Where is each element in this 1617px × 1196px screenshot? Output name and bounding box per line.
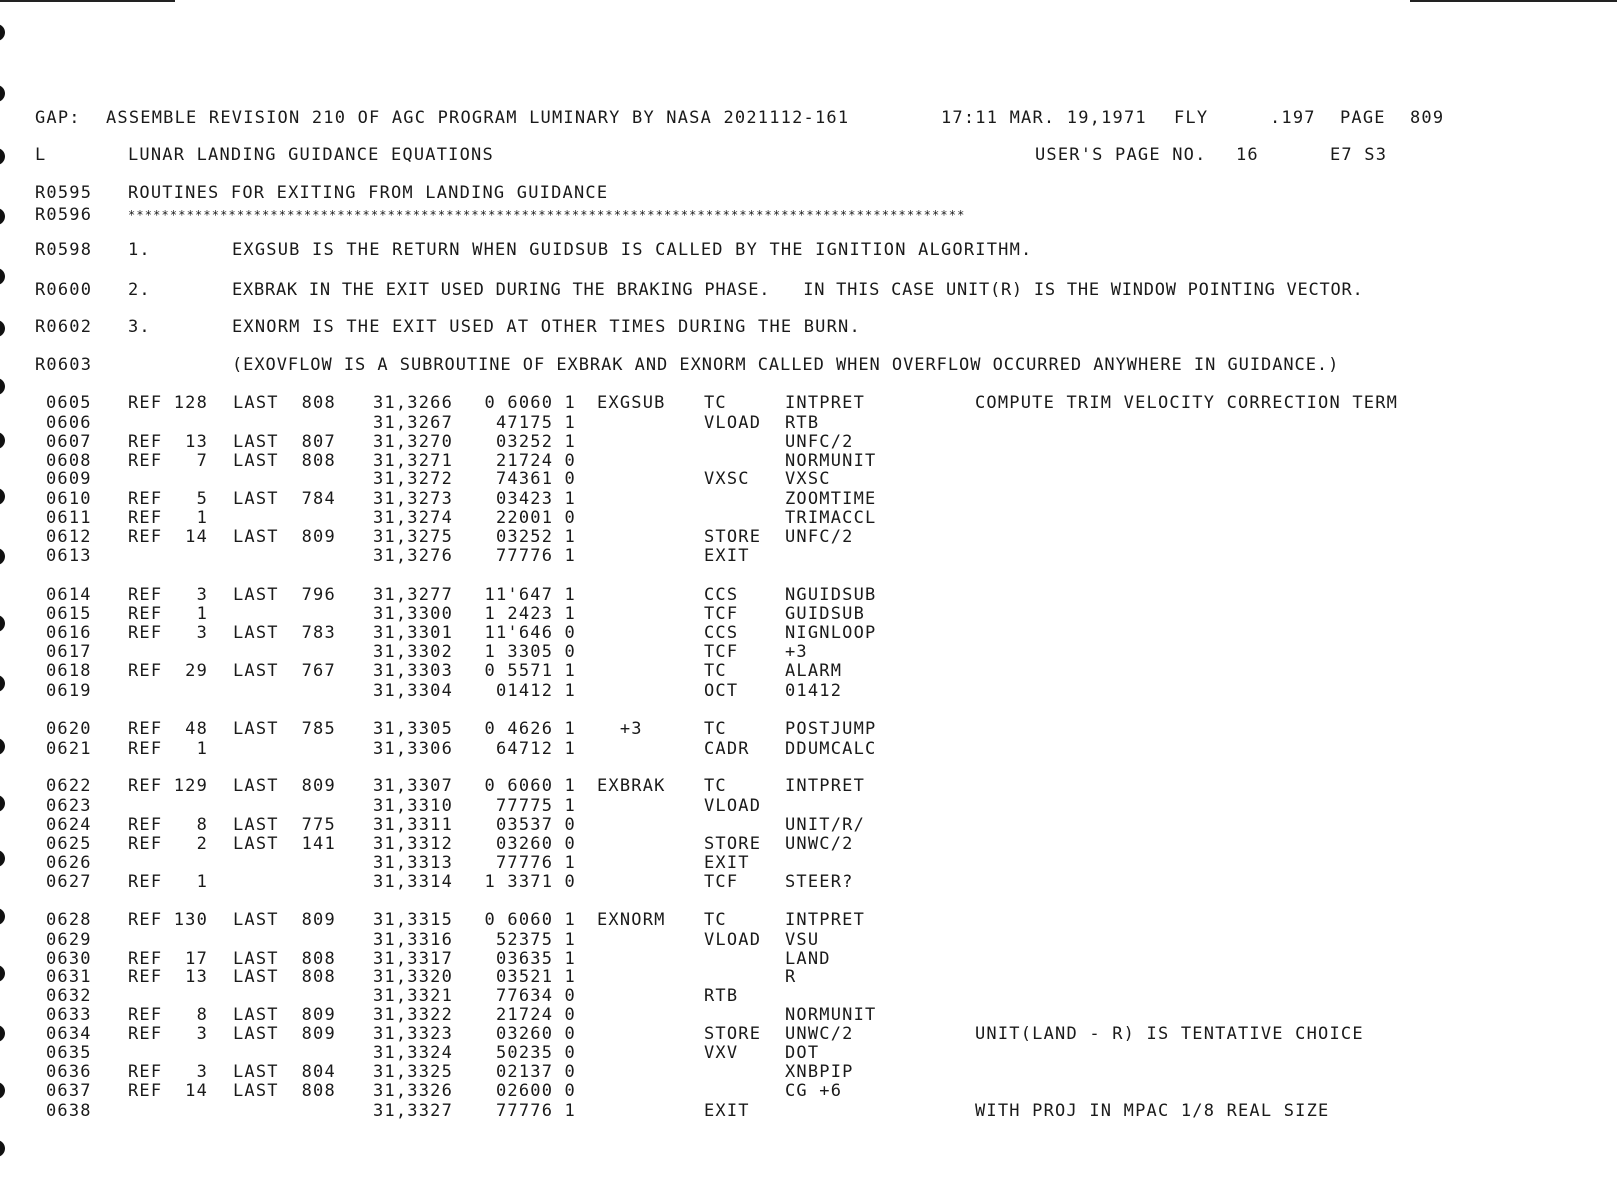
memory-address: 31,3272 [373, 469, 454, 489]
symbol-label: EXNORM [597, 910, 666, 930]
line-number: 0636 [46, 1062, 92, 1082]
remark-id: R0596 [35, 205, 93, 225]
opcode: VLOAD [704, 796, 762, 816]
last-page-ref: LAST 804 [233, 1062, 336, 1082]
ref-count: REF 1 [128, 739, 209, 759]
octal-word: 02600 0 [495, 1081, 576, 1101]
opcode: CADR [704, 739, 750, 759]
last-page-ref: LAST 808 [233, 1081, 336, 1101]
memory-address: 31,3267 [373, 413, 454, 433]
memory-address: 31,3324 [373, 1043, 454, 1063]
ref-count: REF 14 [128, 527, 209, 547]
symbol-label: EXBRAK [597, 776, 666, 796]
remark-number: 1. [128, 240, 151, 260]
memory-address: 31,3274 [373, 508, 454, 528]
header-section-code: E7 S3 [1330, 145, 1388, 165]
line-number: 0608 [46, 451, 92, 471]
line-number: 0620 [46, 719, 92, 739]
memory-address: 31,3271 [373, 451, 454, 471]
octal-word: 03260 0 [495, 834, 576, 854]
operand: LAND [785, 949, 831, 969]
memory-address: 31,3316 [373, 930, 454, 950]
octal-word: 77776 1 [495, 853, 576, 873]
operand: +3 [785, 642, 808, 662]
operand: UNWC/2 [785, 834, 854, 854]
octal-word: 03260 0 [495, 1024, 576, 1044]
octal-word: 1 2423 1 [484, 604, 576, 624]
remark-id: R0600 [35, 280, 93, 300]
memory-address: 31,3300 [373, 604, 454, 624]
last-page-ref: LAST 808 [233, 967, 336, 987]
octal-word: 64712 1 [495, 739, 576, 759]
octal-word: 0 6060 1 [484, 776, 576, 796]
memory-address: 31,3276 [373, 546, 454, 566]
symbol-label: +3 [597, 719, 643, 739]
line-number: 0629 [46, 930, 92, 950]
ref-count: REF 17 [128, 949, 209, 969]
last-page-ref: LAST 783 [233, 623, 336, 643]
remark-asterisk-rule: **************************************************************************************************** [128, 208, 966, 222]
line-number: 0637 [46, 1081, 92, 1101]
opcode: STORE [704, 834, 762, 854]
last-page-ref: LAST 809 [233, 776, 336, 796]
memory-address: 31,3302 [373, 642, 454, 662]
octal-word: 1 3371 0 [484, 872, 576, 892]
operand: TRIMACCL [785, 508, 877, 528]
line-number: 0621 [46, 739, 92, 759]
memory-address: 31,3327 [373, 1101, 454, 1121]
operand: NGUIDSUB [785, 585, 877, 605]
ref-count: REF 29 [128, 661, 209, 681]
operand: UNFC/2 [785, 527, 854, 547]
octal-word: 0 6060 1 [484, 910, 576, 930]
operand: INTPRET [785, 910, 866, 930]
operand: R [785, 967, 797, 987]
line-number: 0622 [46, 776, 92, 796]
octal-word: 02137 0 [495, 1062, 576, 1082]
operand: XNBPIP [785, 1062, 854, 1082]
opcode: VLOAD [704, 930, 762, 950]
memory-address: 31,3305 [373, 719, 454, 739]
memory-address: 31,3320 [373, 967, 454, 987]
opcode: TC [704, 719, 727, 739]
last-page-ref: LAST 784 [233, 489, 336, 509]
remark-text: EXBRAK IN THE EXIT USED DURING THE BRAKING PHASE. IN THIS CASE UNIT(R) IS THE WINDOW POINTING VECTOR. [232, 280, 1364, 300]
symbol-label: EXGSUB [597, 393, 666, 413]
octal-word: 03635 1 [495, 949, 576, 969]
line-number: 0615 [46, 604, 92, 624]
octal-word: 03252 1 [495, 527, 576, 547]
last-page-ref: LAST 809 [233, 910, 336, 930]
memory-address: 31,3270 [373, 432, 454, 452]
remark-text: (EXOVFLOW IS A SUBROUTINE OF EXBRAK AND EXNORM CALLED WHEN OVERFLOW OCCURRED ANYWHERE IN GUIDANCE.) [232, 355, 1340, 375]
header-page-label: PAGE [1340, 108, 1386, 128]
octal-word: 0 5571 1 [484, 661, 576, 681]
last-page-ref: LAST 141 [233, 834, 336, 854]
top-edge-rule-left [0, 0, 175, 2]
line-number: 0619 [46, 681, 92, 701]
octal-word: 74361 0 [495, 469, 576, 489]
line-number: 0610 [46, 489, 92, 509]
octal-word: 03537 0 [495, 815, 576, 835]
memory-address: 31,3325 [373, 1062, 454, 1082]
ref-count: REF 13 [128, 967, 209, 987]
ref-count: REF 3 [128, 1024, 209, 1044]
operand: DOT [785, 1043, 820, 1063]
ref-count: REF 1 [128, 508, 209, 528]
ref-count: REF 7 [128, 451, 209, 471]
operand: STEER? [785, 872, 854, 892]
memory-address: 31,3301 [373, 623, 454, 643]
operand: INTPRET [785, 776, 866, 796]
operand: RTB [785, 413, 820, 433]
memory-address: 31,3266 [373, 393, 454, 413]
opcode: RTB [704, 986, 739, 1006]
octal-word: 0 6060 1 [484, 393, 576, 413]
memory-address: 31,3323 [373, 1024, 454, 1044]
line-number: 0605 [46, 393, 92, 413]
memory-address: 31,3312 [373, 834, 454, 854]
operand: UNWC/2 [785, 1024, 854, 1044]
line-number: 0612 [46, 527, 92, 547]
line-number: 0626 [46, 853, 92, 873]
line-number: 0627 [46, 872, 92, 892]
memory-address: 31,3277 [373, 585, 454, 605]
octal-word: 77634 0 [495, 986, 576, 1006]
memory-address: 31,3313 [373, 853, 454, 873]
opcode: VLOAD [704, 413, 762, 433]
ref-count: REF 3 [128, 623, 209, 643]
octal-word: 03252 1 [495, 432, 576, 452]
opcode: TC [704, 393, 727, 413]
line-number: 0635 [46, 1043, 92, 1063]
last-page-ref: LAST 809 [233, 1005, 336, 1025]
line-number: 0617 [46, 642, 92, 662]
operand: CG +6 [785, 1081, 843, 1101]
octal-word: 47175 1 [495, 413, 576, 433]
opcode: OCT [704, 681, 739, 701]
octal-word: 11'647 1 [484, 585, 576, 605]
last-page-ref: LAST 809 [233, 1024, 336, 1044]
memory-address: 31,3307 [373, 776, 454, 796]
ref-count: REF 130 [128, 910, 209, 930]
last-page-ref: LAST 809 [233, 527, 336, 547]
header-subtitle: LUNAR LANDING GUIDANCE EQUATIONS [128, 145, 494, 165]
octal-word: 52375 1 [495, 930, 576, 950]
opcode: VXSC [704, 469, 750, 489]
operand: UNFC/2 [785, 432, 854, 452]
header-gap: GAP: [35, 108, 81, 128]
opcode: STORE [704, 1024, 762, 1044]
line-number: 0633 [46, 1005, 92, 1025]
memory-address: 31,3315 [373, 910, 454, 930]
opcode: CCS [704, 585, 739, 605]
line-number: 0618 [46, 661, 92, 681]
line-number: 0611 [46, 508, 92, 528]
remark-text: EXGSUB IS THE RETURN WHEN GUIDSUB IS CALLED BY THE IGNITION ALGORITHM. [232, 240, 1033, 260]
operand: ALARM [785, 661, 843, 681]
header-title: ASSEMBLE REVISION 210 OF AGC PROGRAM LUMINARY BY NASA 2021112-161 [106, 108, 850, 128]
memory-address: 31,3311 [373, 815, 454, 835]
line-number: 0625 [46, 834, 92, 854]
octal-word: 21724 0 [495, 1005, 576, 1025]
octal-word: 03423 1 [495, 489, 576, 509]
octal-word: 0 4626 1 [484, 719, 576, 739]
line-number: 0623 [46, 796, 92, 816]
operand: VXSC [785, 469, 831, 489]
remark-text: ROUTINES FOR EXITING FROM LANDING GUIDANCE [128, 183, 609, 203]
memory-address: 31,3304 [373, 681, 454, 701]
line-number: 0630 [46, 949, 92, 969]
line-number: 0606 [46, 413, 92, 433]
line-number: 0624 [46, 815, 92, 835]
top-edge-rule-right [1410, 0, 1617, 2]
opcode: CCS [704, 623, 739, 643]
comment: WITH PROJ IN MPAC 1/8 REAL SIZE [975, 1101, 1330, 1121]
operand: POSTJUMP [785, 719, 877, 739]
line-number: 0631 [46, 967, 92, 987]
operand: NORMUNIT [785, 451, 877, 471]
memory-address: 31,3326 [373, 1081, 454, 1101]
header-l: L [35, 145, 47, 165]
memory-address: 31,3314 [373, 872, 454, 892]
opcode: VXV [704, 1043, 739, 1063]
last-page-ref: LAST 807 [233, 432, 336, 452]
comment: UNIT(LAND - R) IS TENTATIVE CHOICE [975, 1024, 1364, 1044]
operand: 01412 [785, 681, 843, 701]
memory-address: 31,3321 [373, 986, 454, 1006]
remark-id: R0595 [35, 183, 93, 203]
ref-count: REF 2 [128, 834, 209, 854]
operand: UNIT/R/ [785, 815, 866, 835]
opcode: STORE [704, 527, 762, 547]
last-page-ref: LAST 808 [233, 393, 336, 413]
octal-word: 77776 1 [495, 1101, 576, 1121]
remark-text: EXNORM IS THE EXIT USED AT OTHER TIMES DURING THE BURN. [232, 317, 861, 337]
comment: COMPUTE TRIM VELOCITY CORRECTION TERM [975, 393, 1399, 413]
remark-number: 2. [128, 280, 151, 300]
ref-count: REF 1 [128, 604, 209, 624]
octal-word: 21724 0 [495, 451, 576, 471]
ref-count: REF 129 [128, 776, 209, 796]
operand: DDUMCALC [785, 739, 877, 759]
operand: ZOOMTIME [785, 489, 877, 509]
ref-count: REF 14 [128, 1081, 209, 1101]
ref-count: REF 13 [128, 432, 209, 452]
octal-word: 11'646 0 [484, 623, 576, 643]
line-number: 0609 [46, 469, 92, 489]
memory-address: 31,3303 [373, 661, 454, 681]
octal-word: 1 3305 0 [484, 642, 576, 662]
header-datetime: 17:11 MAR. 19,1971 [941, 108, 1147, 128]
opcode: TC [704, 910, 727, 930]
last-page-ref: LAST 775 [233, 815, 336, 835]
memory-address: 31,3273 [373, 489, 454, 509]
opcode: EXIT [704, 1101, 750, 1121]
last-page-ref: LAST 808 [233, 451, 336, 471]
ref-count: REF 8 [128, 1005, 209, 1025]
last-page-ref: LAST 785 [233, 719, 336, 739]
line-number: 0607 [46, 432, 92, 452]
octal-word: 03521 1 [495, 967, 576, 987]
last-page-ref: LAST 796 [233, 585, 336, 605]
remark-number: 3. [128, 317, 151, 337]
ref-count: REF 128 [128, 393, 209, 413]
opcode: EXIT [704, 853, 750, 873]
remark-id: R0603 [35, 355, 93, 375]
last-page-ref: LAST 767 [233, 661, 336, 681]
operand: NIGNLOOP [785, 623, 877, 643]
ref-count: REF 3 [128, 1062, 209, 1082]
octal-word: 01412 1 [495, 681, 576, 701]
octal-word: 77775 1 [495, 796, 576, 816]
memory-address: 31,3322 [373, 1005, 454, 1025]
memory-address: 31,3275 [373, 527, 454, 547]
operand: GUIDSUB [785, 604, 866, 624]
memory-address: 31,3317 [373, 949, 454, 969]
opcode: TCF [704, 604, 739, 624]
opcode: EXIT [704, 546, 750, 566]
opcode: TCF [704, 872, 739, 892]
header-page-number: 809 [1410, 108, 1445, 128]
operand: INTPRET [785, 393, 866, 413]
operand: NORMUNIT [785, 1005, 877, 1025]
header-fraction: .197 [1270, 108, 1316, 128]
line-number: 0638 [46, 1101, 92, 1121]
ref-count: REF 8 [128, 815, 209, 835]
header-users-page-number: 16 [1236, 145, 1259, 165]
octal-word: 50235 0 [495, 1043, 576, 1063]
opcode: TCF [704, 642, 739, 662]
line-number: 0616 [46, 623, 92, 643]
operand: VSU [785, 930, 820, 950]
opcode: TC [704, 661, 727, 681]
memory-address: 31,3306 [373, 739, 454, 759]
ref-count: REF 48 [128, 719, 209, 739]
header-users-page-label: USER'S PAGE NO. [1035, 145, 1207, 165]
last-page-ref: LAST 808 [233, 949, 336, 969]
line-number: 0634 [46, 1024, 92, 1044]
ref-count: REF 5 [128, 489, 209, 509]
ref-count: REF 3 [128, 585, 209, 605]
memory-address: 31,3310 [373, 796, 454, 816]
ref-count: REF 1 [128, 872, 209, 892]
opcode: TC [704, 776, 727, 796]
line-number: 0614 [46, 585, 92, 605]
line-number: 0632 [46, 986, 92, 1006]
remark-id: R0598 [35, 240, 93, 260]
line-number: 0613 [46, 546, 92, 566]
octal-word: 22001 0 [495, 508, 576, 528]
remark-id: R0602 [35, 317, 93, 337]
header-mode: FLY [1174, 108, 1209, 128]
line-number: 0628 [46, 910, 92, 930]
octal-word: 77776 1 [495, 546, 576, 566]
